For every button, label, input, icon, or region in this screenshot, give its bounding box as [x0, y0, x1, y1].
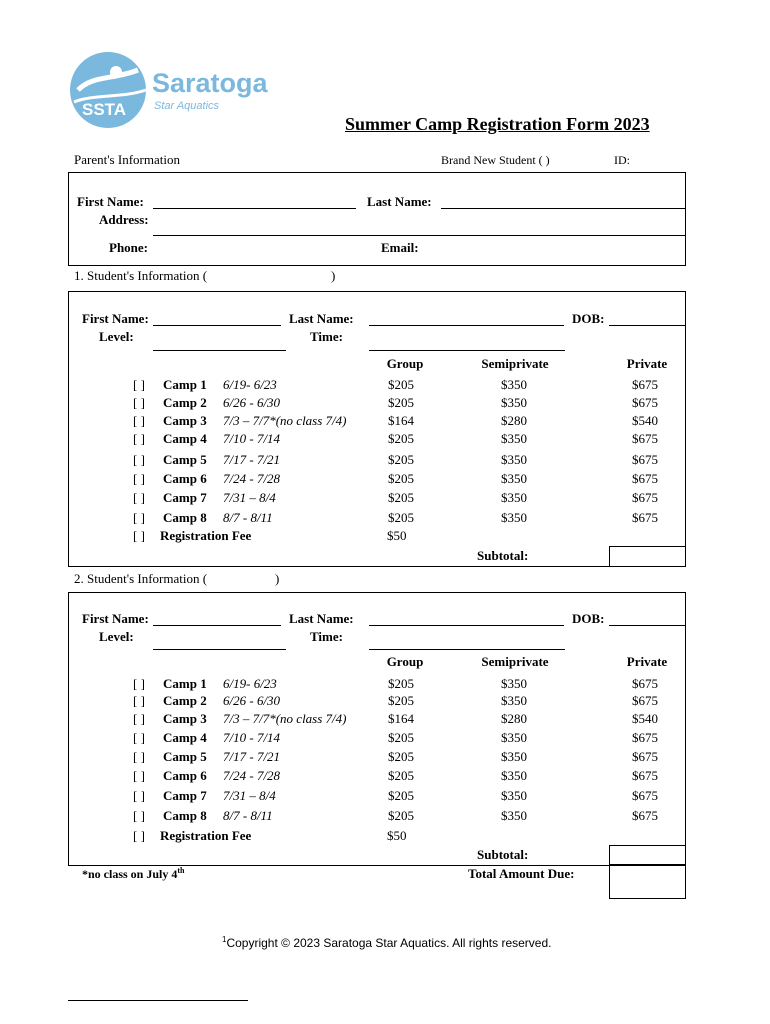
- student2-camp-semi-price: $350: [501, 749, 527, 764]
- parent-email-label: Email:: [381, 240, 419, 255]
- student2-camp-semi-price: $350: [501, 676, 527, 691]
- total-due-box[interactable]: [609, 864, 686, 899]
- student1-camp-group-price: $164: [388, 413, 414, 428]
- student2-camp-name: Camp 3: [163, 711, 207, 726]
- footnote: [82, 866, 184, 882]
- student2-camp-dates: 7/3 – 7/7*(no class 7/4): [223, 711, 347, 726]
- student1-last-name-field[interactable]: [369, 325, 564, 326]
- student1-camp-checkbox[interactable]: [ ]: [133, 431, 145, 446]
- student2-camp-name: Camp 5: [163, 749, 207, 764]
- parent-address-label: Address:: [99, 212, 149, 227]
- student1-level-label: Level:: [99, 329, 134, 344]
- student1-dob-label: DOB:: [572, 311, 605, 326]
- student2-camp-semi-price: $350: [501, 788, 527, 803]
- parent-phone-label: Phone:: [109, 240, 148, 255]
- footnote-separator: [68, 1000, 248, 1001]
- student1-camp-semi-price: $280: [501, 413, 527, 428]
- student1-camp-checkbox[interactable]: [ ]: [133, 377, 145, 392]
- parent-address-field[interactable]: [153, 235, 685, 236]
- student1-col-group: Group: [386, 356, 424, 371]
- student2-box: [68, 592, 686, 866]
- student2-fee-amount: $50: [387, 828, 407, 843]
- parent-last-name-label: Last Name:: [367, 194, 432, 209]
- student2-camp-dates: 6/19- 6/23: [223, 676, 277, 691]
- student2-camp-group-price: $205: [388, 808, 414, 823]
- student2-camp-group-price: $205: [388, 788, 414, 803]
- student2-camp-private-price: $675: [632, 808, 658, 823]
- student2-camp-dates: 6/26 - 6/30: [223, 693, 281, 708]
- student1-camp-checkbox[interactable]: [ ]: [133, 471, 145, 486]
- student2-level-label: Level:: [99, 629, 134, 644]
- student1-camp-group-price: $205: [388, 431, 414, 446]
- student2-fee-label: Registration Fee: [160, 828, 252, 843]
- student1-camp-semi-price: $350: [501, 490, 527, 505]
- student1-camp-name: Camp 4: [163, 431, 207, 446]
- student1-camp-checkbox[interactable]: [ ]: [133, 490, 145, 505]
- student1-camp-name: Camp 3: [163, 413, 207, 428]
- parent-last-name-field[interactable]: [441, 208, 685, 209]
- footnote-sup: th: [177, 866, 185, 875]
- student1-camp-name: Camp 1: [163, 377, 207, 392]
- student2-camp-semi-price: $350: [501, 693, 527, 708]
- student1-first-name-field[interactable]: [153, 325, 281, 326]
- student1-camp-group-price: $205: [388, 510, 414, 525]
- student2-camp-private-price: $675: [632, 749, 658, 764]
- student1-camp-group-price: $205: [388, 471, 414, 486]
- student1-camp-dates: 8/7 - 8/11: [223, 510, 273, 525]
- student1-level-field[interactable]: [153, 350, 286, 351]
- student1-header: 1. Student's Information (: [74, 268, 208, 283]
- student2-camp-group-price: $164: [388, 711, 414, 726]
- student1-last-name-label: Last Name:: [289, 311, 354, 326]
- student1-camp-semi-price: $350: [501, 452, 527, 467]
- student2-col-group: Group: [386, 654, 424, 669]
- student2-time-label: Time:: [310, 629, 343, 644]
- student2-camp-checkbox[interactable]: [ ]: [133, 711, 145, 726]
- logo-name: Saratoga: [152, 68, 268, 98]
- student2-camp-semi-price: $350: [501, 808, 527, 823]
- student2-header: 2. Student's Information (: [74, 571, 208, 586]
- student2-level-field[interactable]: [153, 649, 286, 650]
- student2-dob-label: DOB:: [572, 611, 605, 626]
- student1-camp-private-price: $540: [632, 413, 658, 428]
- logo-abbr: SSTA: [82, 100, 127, 119]
- student2-camp-name: Camp 2: [163, 693, 207, 708]
- student1-camp-semi-price: $350: [501, 510, 527, 525]
- student2-camp-checkbox[interactable]: [ ]: [133, 730, 145, 745]
- student1-camp-private-price: $675: [632, 452, 658, 467]
- student2-camp-group-price: $205: [388, 693, 414, 708]
- student1-camp-private-price: $675: [632, 471, 658, 486]
- student1-dob-field[interactable]: [609, 325, 685, 326]
- student2-last-name-field[interactable]: [369, 625, 564, 626]
- student2-subtotal-label: Subtotal:: [477, 847, 529, 862]
- student1-camp-name: Camp 5: [163, 452, 207, 467]
- student2-camp-semi-price: $280: [501, 711, 527, 726]
- student1-camp-semi-price: $350: [501, 471, 527, 486]
- student2-camp-checkbox[interactable]: [ ]: [133, 768, 145, 783]
- student1-camp-private-price: $675: [632, 377, 658, 392]
- student2-col-semi: Semiprivate: [481, 654, 549, 669]
- footnote-text: *no class on July 4: [82, 867, 178, 881]
- student2-dob-field[interactable]: [609, 625, 685, 626]
- student1-camp-semi-price: $350: [501, 395, 527, 410]
- student1-camp-private-price: $675: [632, 490, 658, 505]
- student1-camp-dates: 7/31 – 8/4: [223, 490, 276, 505]
- student1-header-close: ): [331, 268, 336, 283]
- student1-camp-private-price: $675: [632, 395, 658, 410]
- student2-camp-name: Camp 6: [163, 768, 207, 783]
- student2-header-close: ): [275, 571, 280, 586]
- brand-new-student-checkbox[interactable]: Brand New Student ( ): [441, 153, 550, 167]
- student2-camp-name: Camp 4: [163, 730, 207, 745]
- student1-camp-name: Camp 6: [163, 471, 207, 486]
- student1-col-semi: Semiprivate: [481, 356, 549, 371]
- student1-camp-checkbox[interactable]: [ ]: [133, 413, 145, 428]
- student2-last-name-label: Last Name:: [289, 611, 354, 626]
- student2-camp-group-price: $205: [388, 749, 414, 764]
- student1-camp-dates: 7/24 - 7/28: [223, 471, 281, 486]
- student2-camp-group-price: $205: [388, 768, 414, 783]
- student2-time-field[interactable]: [369, 649, 565, 650]
- student1-subtotal-box[interactable]: [609, 546, 686, 567]
- parent-info-box: [68, 172, 686, 266]
- student2-camp-private-price: $675: [632, 788, 658, 803]
- total-due-label: Total Amount Due:: [468, 866, 575, 881]
- copyright-text: Copyright © 2023 Saratoga Star Aquatics. All rights reserved.: [226, 936, 552, 950]
- copyright: [222, 935, 551, 950]
- logo-tagline: Star Aquatics: [154, 100, 220, 112]
- student1-fee-checkbox[interactable]: [ ]: [133, 528, 145, 543]
- student1-first-name-label: First Name:: [82, 311, 149, 326]
- student2-camp-private-price: $675: [632, 730, 658, 745]
- student1-box: [68, 291, 686, 567]
- student2-camp-group-price: $205: [388, 676, 414, 691]
- student2-camp-checkbox[interactable]: [ ]: [133, 749, 145, 764]
- student1-camp-private-price: $675: [632, 510, 658, 525]
- student1-camp-name: Camp 8: [163, 510, 207, 525]
- student1-subtotal-label: Subtotal:: [477, 548, 529, 563]
- student2-first-name-label: First Name:: [82, 611, 149, 626]
- student2-camp-name: Camp 7: [163, 788, 207, 803]
- student1-camp-group-price: $205: [388, 395, 414, 410]
- student2-camp-dates: 7/17 - 7/21: [223, 749, 281, 764]
- id-label: ID:: [614, 153, 630, 167]
- student1-fee-label: Registration Fee: [160, 528, 252, 543]
- student1-camp-semi-price: $350: [501, 431, 527, 446]
- student2-camp-semi-price: $350: [501, 730, 527, 745]
- student1-camp-name: Camp 2: [163, 395, 207, 410]
- student2-camp-dates: 7/10 - 7/14: [223, 730, 281, 745]
- student2-fee-checkbox[interactable]: [ ]: [133, 828, 145, 843]
- parent-info-label: Parent's Information: [74, 152, 180, 167]
- student1-camp-checkbox[interactable]: [ ]: [133, 395, 145, 410]
- student2-camp-dates: 8/7 - 8/11: [223, 808, 273, 823]
- student2-camp-group-price: $205: [388, 730, 414, 745]
- student1-col-private: Private: [626, 356, 668, 371]
- student1-camp-group-price: $205: [388, 490, 414, 505]
- student2-camp-checkbox[interactable]: [ ]: [133, 808, 145, 823]
- student1-camp-dates: 7/3 – 7/7*(no class 7/4): [223, 413, 347, 428]
- student1-camp-group-price: $205: [388, 377, 414, 392]
- parent-first-name-field[interactable]: [153, 208, 356, 209]
- student2-subtotal-box[interactable]: [609, 845, 686, 866]
- student1-camp-checkbox[interactable]: [ ]: [133, 452, 145, 467]
- student2-camp-semi-price: $350: [501, 768, 527, 783]
- student2-camp-private-price: $675: [632, 693, 658, 708]
- student1-fee-amount: $50: [387, 528, 407, 543]
- student1-camp-semi-price: $350: [501, 377, 527, 392]
- student1-time-label: Time:: [310, 329, 343, 344]
- student2-camp-name: Camp 1: [163, 676, 207, 691]
- student1-camp-dates: 7/17 - 7/21: [223, 452, 281, 467]
- student2-col-private: Private: [626, 654, 668, 669]
- student2-camp-checkbox[interactable]: [ ]: [133, 676, 145, 691]
- student2-camp-private-price: $675: [632, 768, 658, 783]
- copyright-sup: 1: [222, 935, 227, 944]
- student2-camp-private-price: $675: [632, 676, 658, 691]
- student2-first-name-field[interactable]: [153, 625, 281, 626]
- student1-camp-dates: 6/19- 6/23: [223, 377, 277, 392]
- parent-first-name-label: First Name:: [77, 194, 144, 209]
- page-title: Summer Camp Registration Form 2023: [345, 114, 650, 134]
- student2-camp-checkbox[interactable]: [ ]: [133, 693, 145, 708]
- student2-camp-dates: 7/31 – 8/4: [223, 788, 276, 803]
- student2-camp-private-price: $540: [632, 711, 658, 726]
- student2-camp-name: Camp 8: [163, 808, 207, 823]
- student2-camp-checkbox[interactable]: [ ]: [133, 788, 145, 803]
- student1-time-field[interactable]: [369, 350, 565, 351]
- student2-camp-dates: 7/24 - 7/28: [223, 768, 281, 783]
- student1-camp-name: Camp 7: [163, 490, 207, 505]
- student1-camp-checkbox[interactable]: [ ]: [133, 510, 145, 525]
- student1-camp-dates: 6/26 - 6/30: [223, 395, 281, 410]
- student1-camp-dates: 7/10 - 7/14: [223, 431, 281, 446]
- student1-camp-group-price: $205: [388, 452, 414, 467]
- logo: [68, 50, 268, 130]
- student1-camp-private-price: $675: [632, 431, 658, 446]
